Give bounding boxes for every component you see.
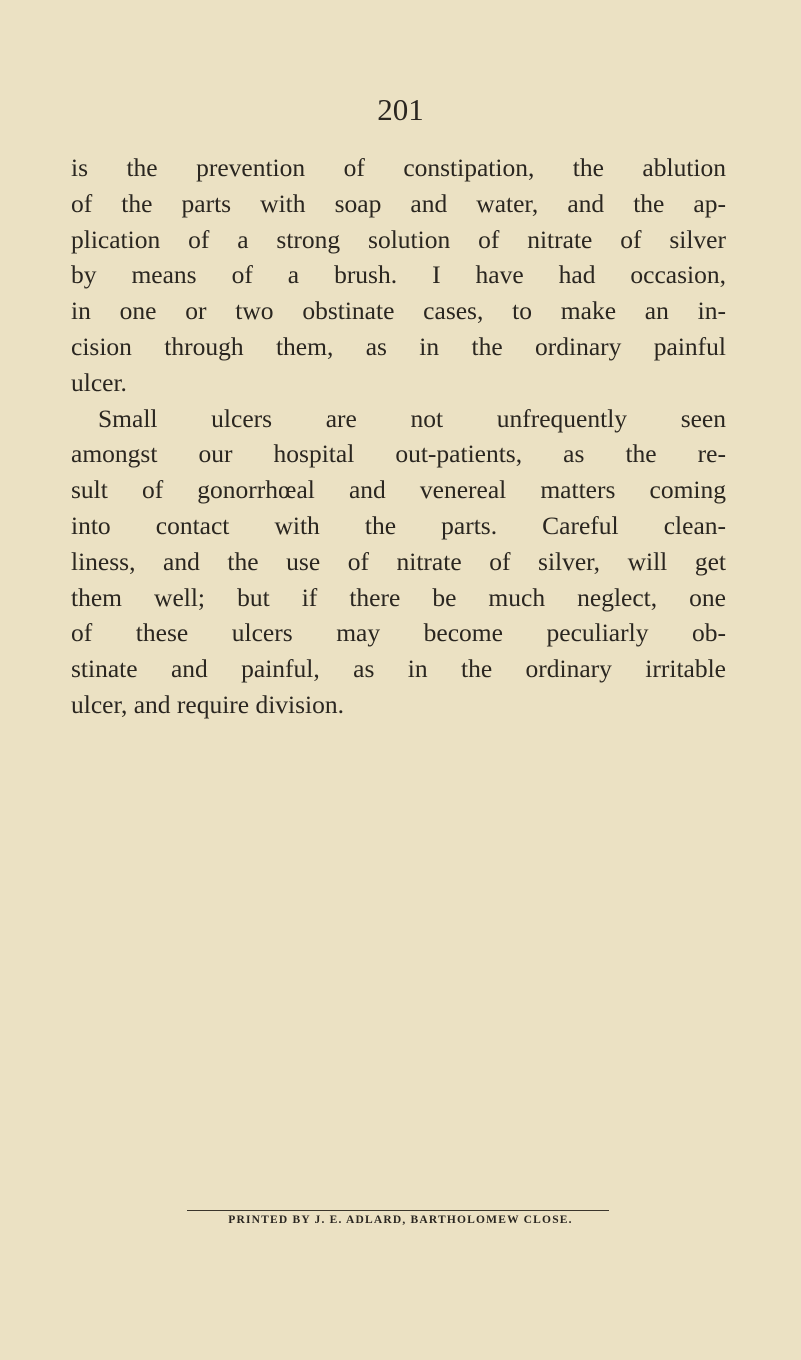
paragraph-2 — [71, 401, 726, 723]
text-line: them well; but if there be much neglect, one — [71, 582, 726, 612]
text-line: cision through them, as in the ordinary painful — [71, 331, 726, 361]
text-line: by means of a brush. I have had occasion, — [71, 260, 726, 290]
text-line: of these ulcers may become peculiarly ob- — [71, 618, 726, 648]
printer-imprint: PRINTED BY J. E. ADLARD, BARTHOLOMEW CLOSE. — [228, 1214, 573, 1226]
text-line: amongst our hospital out-patients, as the re- — [71, 439, 726, 469]
text-line: of the parts with soap and water, and the ap- — [71, 188, 726, 218]
imprint-rule — [187, 1210, 609, 1211]
body-text — [71, 150, 726, 723]
text-line: sult of gonorrhœal and venereal matters coming — [71, 475, 726, 505]
page-number: 201 — [377, 92, 424, 127]
text-line: plication of a strong solution of nitrate of silver — [71, 224, 726, 254]
text-line: ulcer, and require division. — [71, 689, 345, 719]
text-line: into contact with the parts. Careful clean- — [71, 510, 726, 540]
paragraph-1 — [71, 150, 726, 401]
text-line: liness, and the use of nitrate of silver, will get — [71, 546, 726, 576]
text-line: is the prevention of constipation, the ablution — [71, 153, 726, 182]
text-line: Small ulcers are not unfrequently seen — [98, 403, 726, 433]
text-line: in one or two obstinate cases, to make an in- — [71, 296, 726, 326]
text-line: stinate and painful, as in the ordinary irritable — [71, 654, 726, 684]
text-line: ulcer. — [71, 367, 127, 397]
